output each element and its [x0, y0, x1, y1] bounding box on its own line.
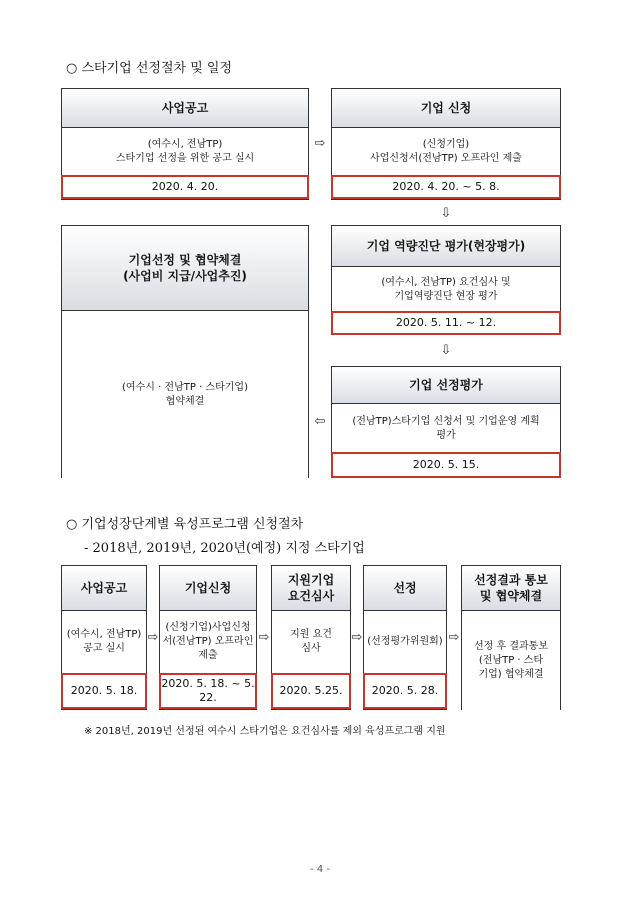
step-body-line: 협약체결	[165, 395, 205, 407]
process-date-line: 2020. 5. 18. ~ 5.	[161, 677, 255, 691]
step-head: 기업 선정평가	[332, 367, 560, 404]
step-body-line: (신청기업)	[422, 139, 470, 150]
left-arrow-icon: ⇦	[314, 413, 326, 429]
step-body-line: (여수시, 전남TP) 요건심사 및	[381, 277, 511, 288]
right-arrow-icon: ⇨	[314, 135, 326, 151]
process-date: 2020. 5.25.	[271, 673, 351, 709]
right-arrow-icon: ⇨	[258, 629, 270, 645]
process-date: 2020. 5. 18.	[61, 673, 147, 709]
step-date: 2020. 5. 11. ~ 12.	[331, 311, 561, 335]
process-body-line: 선정 후 결과통보	[474, 640, 548, 652]
process-body-line: (신청기업)사업신청	[165, 622, 251, 633]
step-date: 2020. 4. 20.	[61, 175, 309, 199]
process-head	[272, 566, 350, 611]
process-head-line: 지원기업	[287, 572, 335, 587]
step-body-line: 평가	[436, 430, 456, 441]
process-col-result-notice	[461, 565, 561, 710]
footnote: ※ 2018년, 2019년 선정된 여수시 스타기업은 요건심사를 제외 육성프로그램 지원	[84, 726, 446, 737]
process-body-line: 지원 요건	[290, 629, 332, 640]
step-head: 사업공고	[62, 89, 308, 128]
process-body-line: (전남TP · 스타	[478, 654, 544, 666]
step-head-line: (사업비 지급/사업추진)	[123, 269, 247, 283]
step-body	[62, 311, 308, 478]
process-body	[364, 611, 446, 673]
process-date: 2020. 5. 28.	[363, 673, 447, 709]
process-body-line: (여수시, 전남TP)	[66, 629, 142, 640]
right-arrow-icon: ⇨	[147, 629, 159, 645]
section2-subtitle: - 2018년, 2019년, 2020년(예정) 지정 스타기업	[84, 541, 365, 556]
process-head: 기업신청	[160, 566, 256, 611]
process-head-line: 요건심사	[287, 589, 335, 603]
step-date: 2020. 5. 15.	[331, 452, 561, 478]
process-body-line: 공고 실시	[83, 643, 125, 654]
step-body-line: (여수시 · 전남TP · 스타기업)	[122, 381, 248, 393]
section1-title: ○ 스타기업 선정절차 및 일정	[66, 61, 233, 76]
right-arrow-icon: ⇨	[448, 629, 460, 645]
step-head: 기업 신청	[332, 89, 560, 128]
step-head: 기업 역량진단 평가(현장평가)	[332, 226, 560, 267]
process-head: 사업공고	[62, 566, 146, 611]
step-body-line: 스타기업 선정을 위한 공고 실시	[115, 153, 255, 164]
section2-title: ○ 기업성장단계별 육성프로그램 신청절차	[66, 517, 304, 532]
process-date	[159, 673, 257, 709]
step-head-line: 기업선정 및 협약체결	[128, 252, 242, 267]
process-body-line: 서(전남TP) 오프라인	[162, 636, 254, 647]
process-head-line: 선정결과 통보	[474, 572, 548, 587]
process-head	[462, 566, 560, 611]
step-body-line: 사업신청서(전남TP) 오프라인 제출	[370, 153, 522, 164]
step-body	[332, 267, 560, 313]
process-date-line: 22.	[199, 691, 217, 704]
step-body	[332, 404, 560, 454]
process-head-line: 및 협약체결	[479, 589, 543, 603]
step-date: 2020. 4. 20. ~ 5. 8.	[331, 175, 561, 199]
step-head	[62, 226, 308, 311]
process-body-line: 제출	[198, 650, 218, 661]
process-body-line: 기업) 협약체결	[478, 668, 544, 680]
process-head: 선정	[364, 566, 446, 611]
page-number: - 4 -	[310, 864, 330, 875]
process-body-line: 심사	[301, 643, 321, 654]
down-arrow-icon: ⇩	[440, 342, 452, 358]
process-body	[62, 611, 146, 673]
step-body	[62, 128, 308, 176]
right-arrow-icon: ⇨	[351, 629, 363, 645]
down-arrow-icon: ⇩	[440, 205, 452, 221]
step-body-line: 기업역량진단 현장 평가	[394, 291, 498, 302]
step-body-line: (전남TP)스타기업 신청서 및 기업운영 계획	[352, 416, 540, 427]
process-body	[160, 611, 256, 673]
process-body-line: (선정평가위원회)	[367, 636, 443, 647]
process-body	[462, 611, 560, 710]
step-body-line: (여수시, 전남TP)	[147, 139, 223, 150]
process-body	[272, 611, 350, 673]
step-body	[332, 128, 560, 176]
step-box-agreement	[61, 225, 309, 478]
